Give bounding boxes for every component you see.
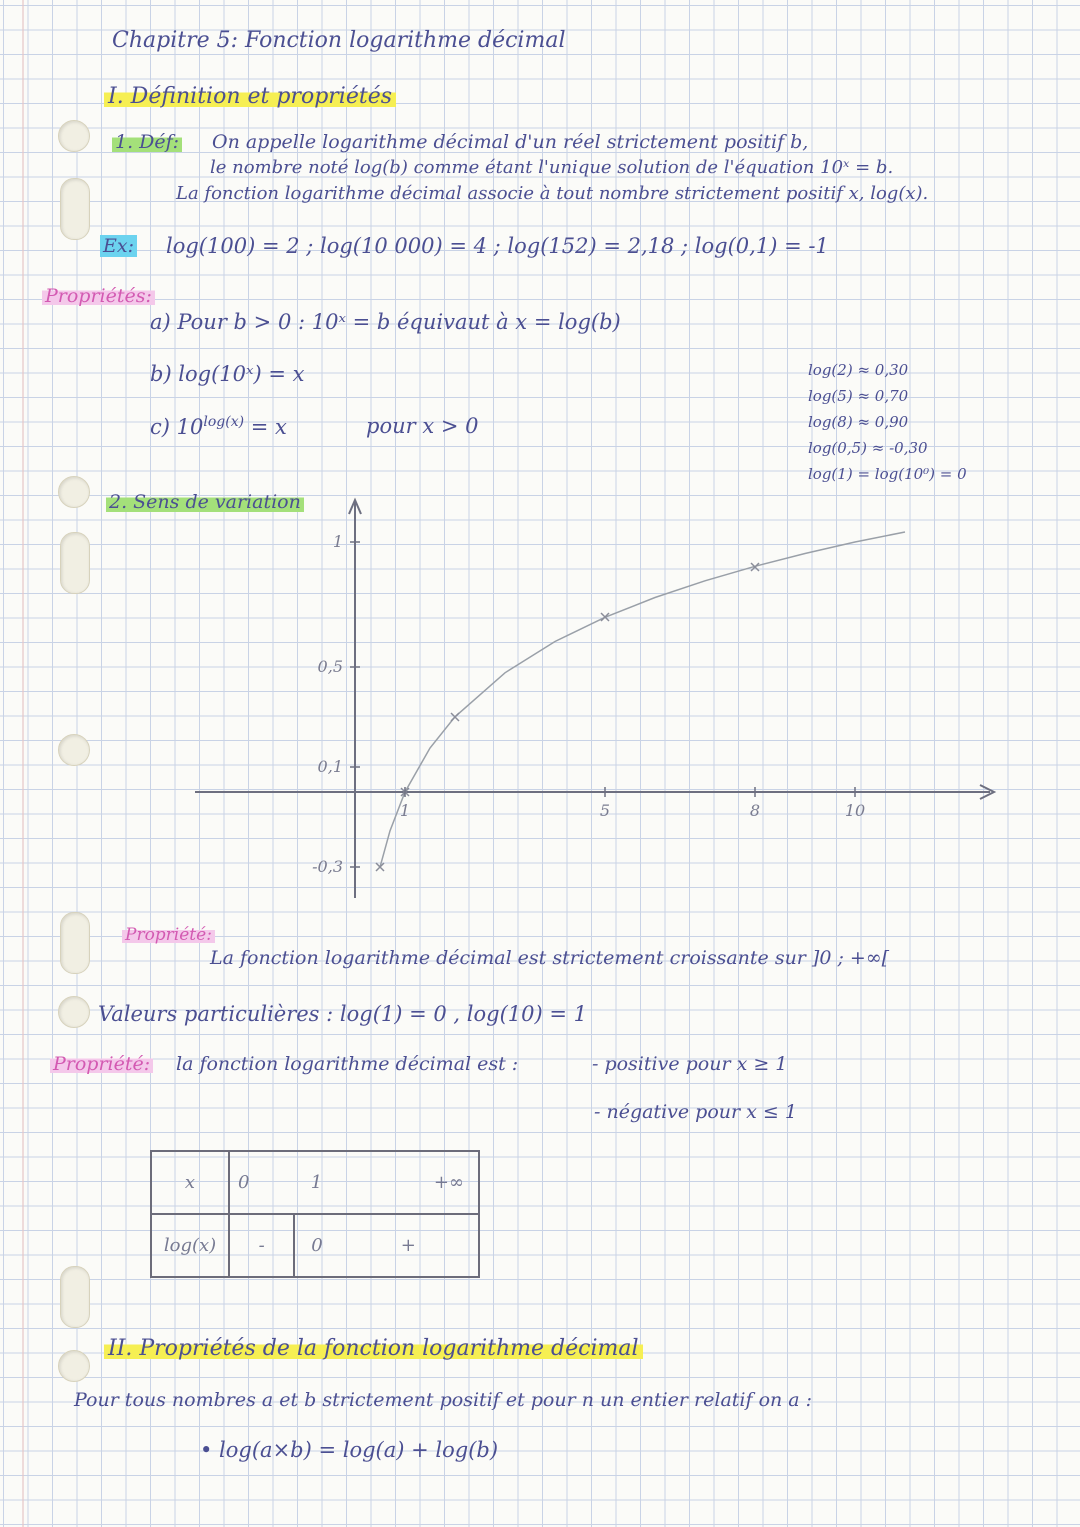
propriete-3-label: Propriété:	[50, 1054, 153, 1076]
propriete-b: b) log(10ˣ) = x	[150, 362, 305, 386]
note-line: log(0,5) ≈ -0,30	[808, 439, 928, 457]
propriete-c: c) $10^{log(x)} = x$	[150, 414, 287, 439]
section-title-1: I. Définition et propriétés	[104, 84, 396, 109]
table-row	[151, 1151, 479, 1214]
note-line: log(5) ≈ 0,70	[808, 387, 909, 405]
y-tick-label: 1	[332, 532, 343, 551]
section-2-intro: Pour tous nombres a et b strictement positif et pour n un entier relatif on a :	[74, 1389, 813, 1411]
table-cell: +∞	[338, 1151, 479, 1214]
data-point	[601, 613, 609, 621]
y-tick-label: -0,3	[312, 857, 343, 876]
x-tick-label: 8	[749, 801, 761, 820]
propriete-2-label: Propriété:	[122, 926, 215, 946]
table-cell: -	[229, 1214, 294, 1277]
x-tick-label: 5	[599, 801, 611, 820]
table-cell: 1	[294, 1151, 338, 1214]
valeurs-particulieres: Valeurs particulières : log(1) = 0 , log(10) = 1	[98, 1002, 587, 1026]
definition-line-3: La fonction logarithme décimal associe à tout nombre strictement positif x, log(x).	[176, 183, 929, 204]
note-line: log(1) = log(10⁰) = 0	[808, 465, 967, 483]
propriete-3-positive: - positive pour x ≥ 1	[592, 1053, 788, 1075]
y-tick-label: 0,1	[317, 757, 343, 776]
log-curve	[380, 532, 905, 867]
sign-table	[150, 1150, 480, 1278]
note-line: log(8) ≈ 0,90	[808, 413, 909, 431]
definition-line-1: On appelle logarithme décimal d'un réel strictement positif b,	[212, 131, 809, 153]
table-cell: 0	[229, 1151, 294, 1214]
definition-line-2: le nombre noté log(b) comme étant l'unique solution de l'équation 10ˣ = b.	[210, 157, 894, 178]
propriete-3-negative: - négative pour x ≤ 1	[594, 1101, 797, 1123]
definition-label: 1. Déf:	[112, 132, 182, 154]
x-tick-label: 1	[399, 801, 411, 820]
variation-label: 2. Sens de variation	[106, 492, 304, 514]
propriete-c-condition: pour x > 0	[366, 414, 479, 438]
section-title-2: II. Propriétés de la fonction logarithme décimal	[104, 1336, 643, 1361]
example-label: Ex:	[100, 236, 137, 258]
table-cell: +	[338, 1214, 479, 1277]
table-cell: log(x)	[151, 1214, 229, 1277]
example-text: log(100) = 2 ; log(10 000) = 4 ; log(152) = 2,18 ; log(0,1) = -1	[166, 234, 829, 258]
chapter-title: Chapitre 5: Fonction logarithme décimal	[112, 28, 566, 53]
table-cell: x	[151, 1151, 229, 1214]
y-tick-label: 0,5	[317, 657, 343, 676]
table-cell: 0	[294, 1214, 338, 1277]
propriete-a: a) Pour b > 0 : 10ˣ = b équivaut à x = log(b)	[150, 310, 621, 334]
table-row	[151, 1214, 479, 1277]
section-2-bullet-1: • log(a×b) = log(a) + log(b)	[200, 1438, 499, 1462]
x-tick-label: 10	[844, 801, 866, 820]
proprietes-label: Propriétés:	[42, 286, 155, 308]
note-line: log(2) ≈ 0,30	[808, 361, 909, 379]
propriete-2-text: La fonction logarithme décimal est strictement croissante sur ]0 ; +∞[	[210, 947, 890, 969]
propriete-3-text: la fonction logarithme décimal est :	[176, 1053, 519, 1075]
data-point	[451, 713, 459, 721]
